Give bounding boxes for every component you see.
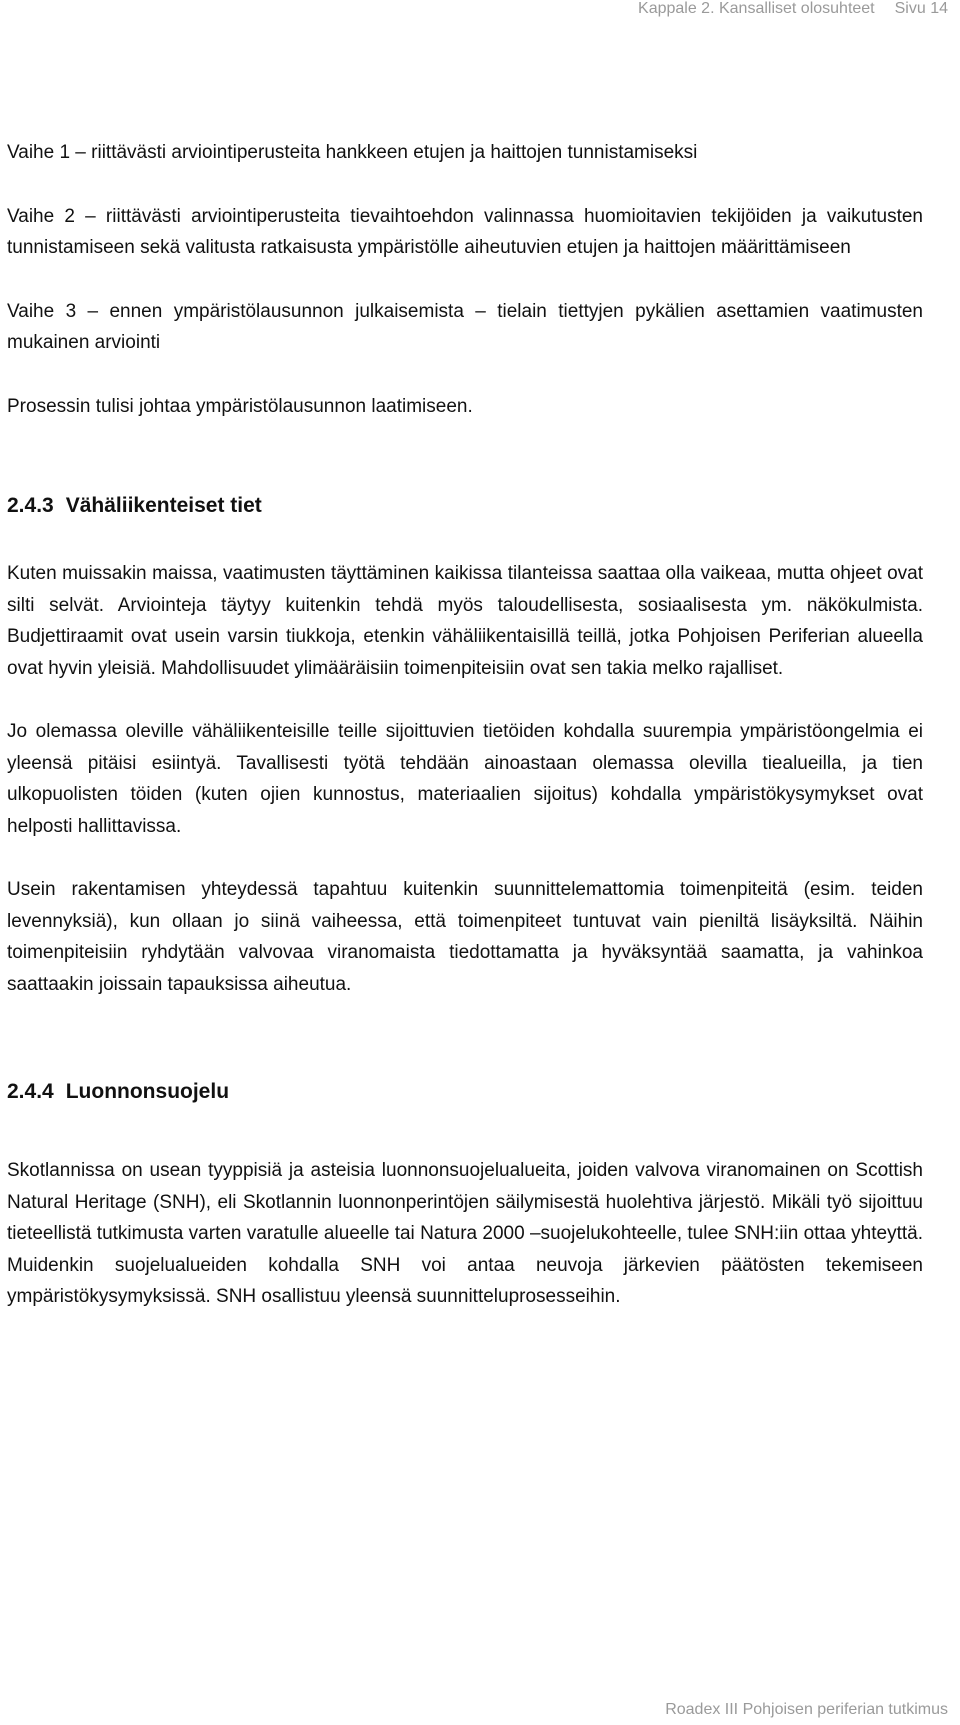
paragraph: Usein rakentamisen yhteydessä tapahtuu kuitenkin suunnittelemattomia toimenpiteitä (esim. teiden levennyksiä), kun ollaan jo siinä vaiheessa, että toimenpiteet tuntuvat vain pieniltä lisäyksiltä. Näihin toimenpiteisiin ryhdytään valvovaa viranomaista tiedottamatta ja hyväksyntää saamatta, ja vahinkoa saattaakin joissain tapauksissa aiheutua. xyxy=(7,879,923,995)
paragraph: Jo olemassa oleville vähäliikenteisille teille sijoittuvien tietöiden kohdalla suurempia ympäristöongelmia ei yleensä pitäisi esiintyä. Tavallisesti työtä tehdään ainoastaan olemassa olevilla tiealueilla, ja tien ulkopuolisten töiden (kuten ojien kunnostus, materiaalien sijoitus) kohdalla ympäristökysymykset ovat helposti hallittavissa. xyxy=(7,721,923,837)
section-number: 2.4.4 xyxy=(7,1080,54,1103)
running-header xyxy=(638,0,948,18)
section-title: Vähäliikenteiset tiet xyxy=(65,494,262,517)
phase-3: Vaihe 3 – ennen ympäristölausunnon julkaisemista – tielain tiettyjen pykälien asettamien vaatimusten mukainen arviointi xyxy=(7,300,923,353)
document-body xyxy=(7,137,923,1313)
phase-2: Vaihe 2 – riittävästi arviointiperusteita tievaihtoehdon valinnassa huomioitavien tekijöiden ja vaikutusten tunnistamiseen sekä valitusta ratkaisusta ympäristölle aiheutuvien etujen ja haittojen määrittämiseen xyxy=(7,205,923,258)
phase-1: Vaihe 1 – riittävästi arviointiperusteita hankkeen etujen ja haittojen tunnistamiseksi xyxy=(7,142,698,163)
running-footer: Roadex III Pohjoisen periferian tutkimus xyxy=(665,1701,948,1718)
page-number: Sivu 14 xyxy=(894,0,948,17)
section-title: Luonnonsuojelu xyxy=(65,1080,230,1103)
chapter-title: Kappale 2. Kansalliset olosuhteet xyxy=(638,0,875,17)
section-number: 2.4.3 xyxy=(7,494,54,517)
paragraph: Kuten muissakin maissa, vaatimusten täyttäminen kaikissa tilanteissa saattaa olla vaikeaa, mutta ohjeet ovat silti selvät. Arviointeja täytyy kuitenkin tehdä myös taloudellisesta, sosiaalisesta ym. näkökulmista. Budjettiraamit ovat usein varsin tiukkoja, etenkin vähäliikentaisillä teillä, jotka Pohjoisen Periferian alueella ovat hyvin yleisiä. Mahdollisuudet ylimääräisiin toimenpiteisiin ovat sen takia melko rajalliset. xyxy=(7,563,923,679)
section-heading-2-4-4 xyxy=(7,1077,923,1107)
paragraph: Skotlannissa on usean tyyppisiä ja asteisia luonnonsuojelualueita, joiden valvova viranomainen on Scottish Natural Heritage (SNH), eli Skotlannin luonnonperintöjen säilymisestä huolehtiva järjestö. Mikäli työ sijoittuu tieteellistä tutkimusta varten varatulle alueelle tai Natura 2000 –suojelukohteelle, tulee SNH:iin ottaa yhteyttä. Muidenkin suojelualueiden kohdalla SNH voi antaa neuvoja järkevien päätösten tekemiseen ympäristökysymyksissä. SNH osallistuu yleensä suunnitteluprosesseihin. xyxy=(7,1160,923,1307)
process-note: Prosessin tulisi johtaa ympäristölausunnon laatimiseen. xyxy=(7,395,473,417)
section-heading-2-4-3 xyxy=(7,491,923,521)
